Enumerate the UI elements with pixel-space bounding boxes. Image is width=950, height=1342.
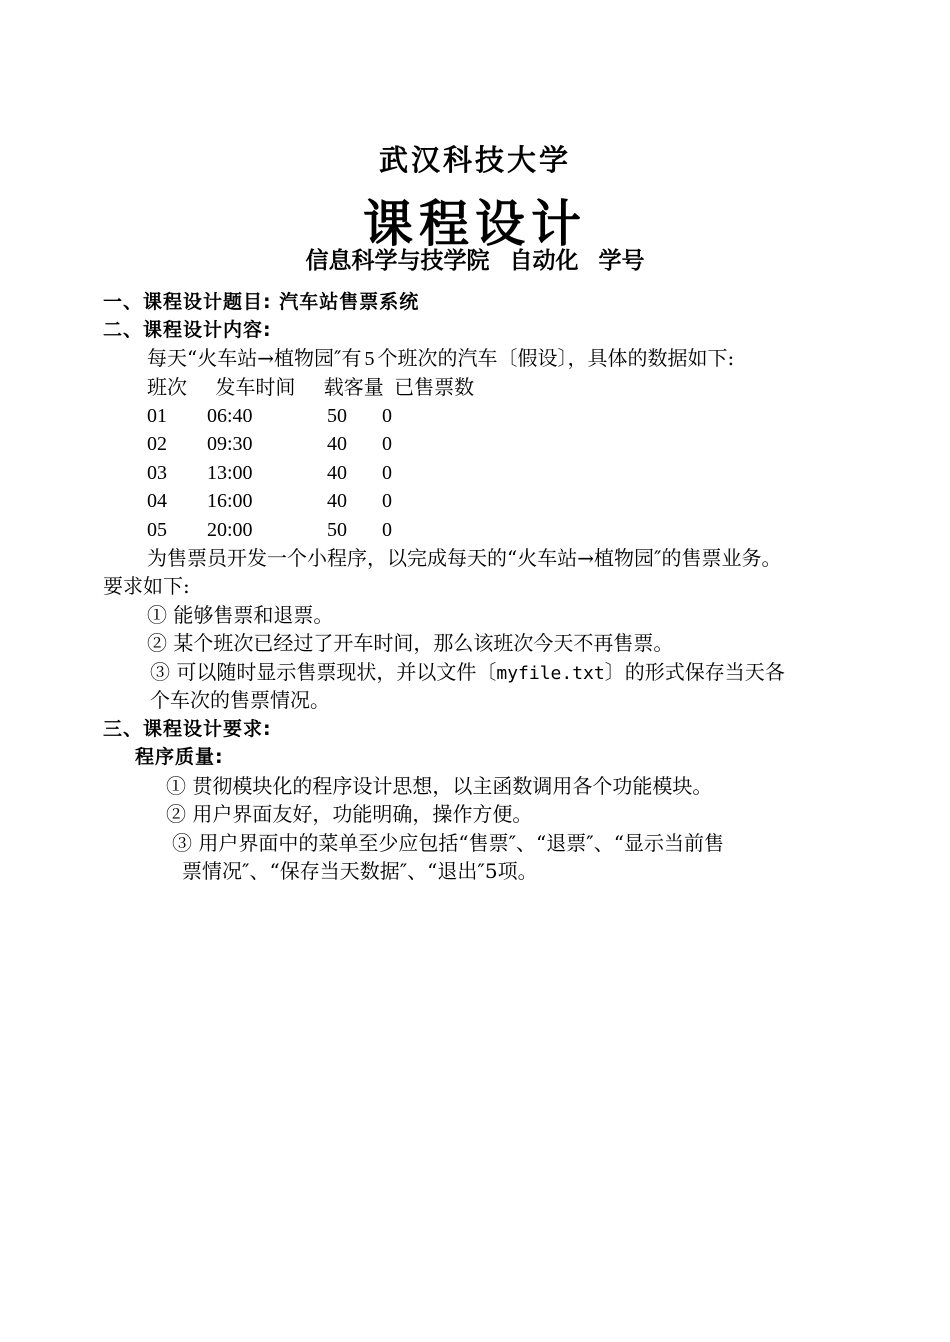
cell-sold: 0 [382,490,392,512]
document-title: 课程设计 [363,194,587,253]
output-filename: myfile.txt [496,663,605,684]
cell-departure: 13:00 [207,462,253,484]
university-name: 武汉科技大学 [378,143,571,177]
cell-departure: 06:40 [207,405,253,427]
section-1-topic: 汽车站售票系统 [279,291,420,313]
school-name: 信息科学与技学院 [305,248,490,274]
schedule-table-row [147,402,447,430]
requirement-3-before: ③ 可以随时显示售票现状，并以文件〔 [150,660,497,684]
student-id-label: 学号 [598,248,645,274]
quality-requirement-3-continued: 票情况″、“保存当天数据″、“退出″5项。 [182,859,538,883]
cell-shift: 03 [147,462,167,484]
cell-capacity: 40 [327,490,347,512]
section-1-heading [103,288,419,316]
section-3-heading: 三、课程设计要求: [103,718,272,740]
cell-capacity: 50 [327,405,347,427]
schedule-table-row [147,516,447,544]
quality-requirement-1: ① 贯彻模块化的程序设计思想，以主函数调用各个功能模块。 [166,774,713,798]
schedule-table-row [147,430,447,458]
student-info-line [0,242,950,275]
cell-shift: 02 [147,433,167,455]
schedule-table-row [147,459,447,487]
cell-departure: 20:00 [207,519,253,541]
task-description-line-2: 要求如下: [103,574,190,598]
requirement-2: ② 某个班次已经过了开车时间，那么该班次今天不再售票。 [147,631,674,655]
cell-capacity: 40 [327,433,347,455]
cell-departure: 16:00 [207,490,253,512]
task-description-line-1: 为售票员开发一个小程序，以完成每天的“火车站→植物园″的售票业务。 [147,546,782,570]
requirement-3-continued: 个车次的售票情况。 [150,688,330,712]
requirement-3-after: 〕的形式保存当天各 [604,660,785,684]
cell-sold: 0 [382,519,392,541]
cell-capacity: 50 [327,519,347,541]
header-shift: 班次 [147,375,187,399]
requirement-3 [150,658,785,688]
header-sold: 已售票数 [394,375,475,399]
cell-sold: 0 [382,405,392,427]
section-2-intro [147,344,734,373]
program-quality-heading: 程序质量: [135,746,224,768]
cell-sold: 0 [382,462,392,484]
schedule-table-row [147,487,447,515]
cell-shift: 01 [147,405,167,427]
section-2-heading: 二、课程设计内容: [103,319,272,341]
cell-capacity: 40 [327,462,347,484]
intro-text-before: 每天“火车站→植物园″有 [147,346,362,370]
cell-departure: 09:30 [207,433,253,455]
major-name: 自动化 [509,248,579,274]
header-departure: 发车时间 [215,375,296,399]
intro-number: 5 [364,348,375,370]
quality-requirement-2: ② 用户界面友好，功能明确，操作方便。 [166,802,533,826]
schedule-table-header [147,373,474,401]
section-1-label: 一、课程设计题目: [103,291,272,313]
cell-shift: 05 [147,519,167,541]
cell-shift: 04 [147,490,167,512]
cell-sold: 0 [382,433,392,455]
requirement-1: ① 能够售票和退票。 [147,603,334,627]
header-capacity: 载客量 [323,375,384,399]
intro-text-after: 个班次的汽车〔假设〕，具体的数据如下: [377,346,735,370]
quality-requirement-3: ③ 用户界面中的菜单至少应包括“售票″、“退票″、“显示当前售 [172,831,724,855]
